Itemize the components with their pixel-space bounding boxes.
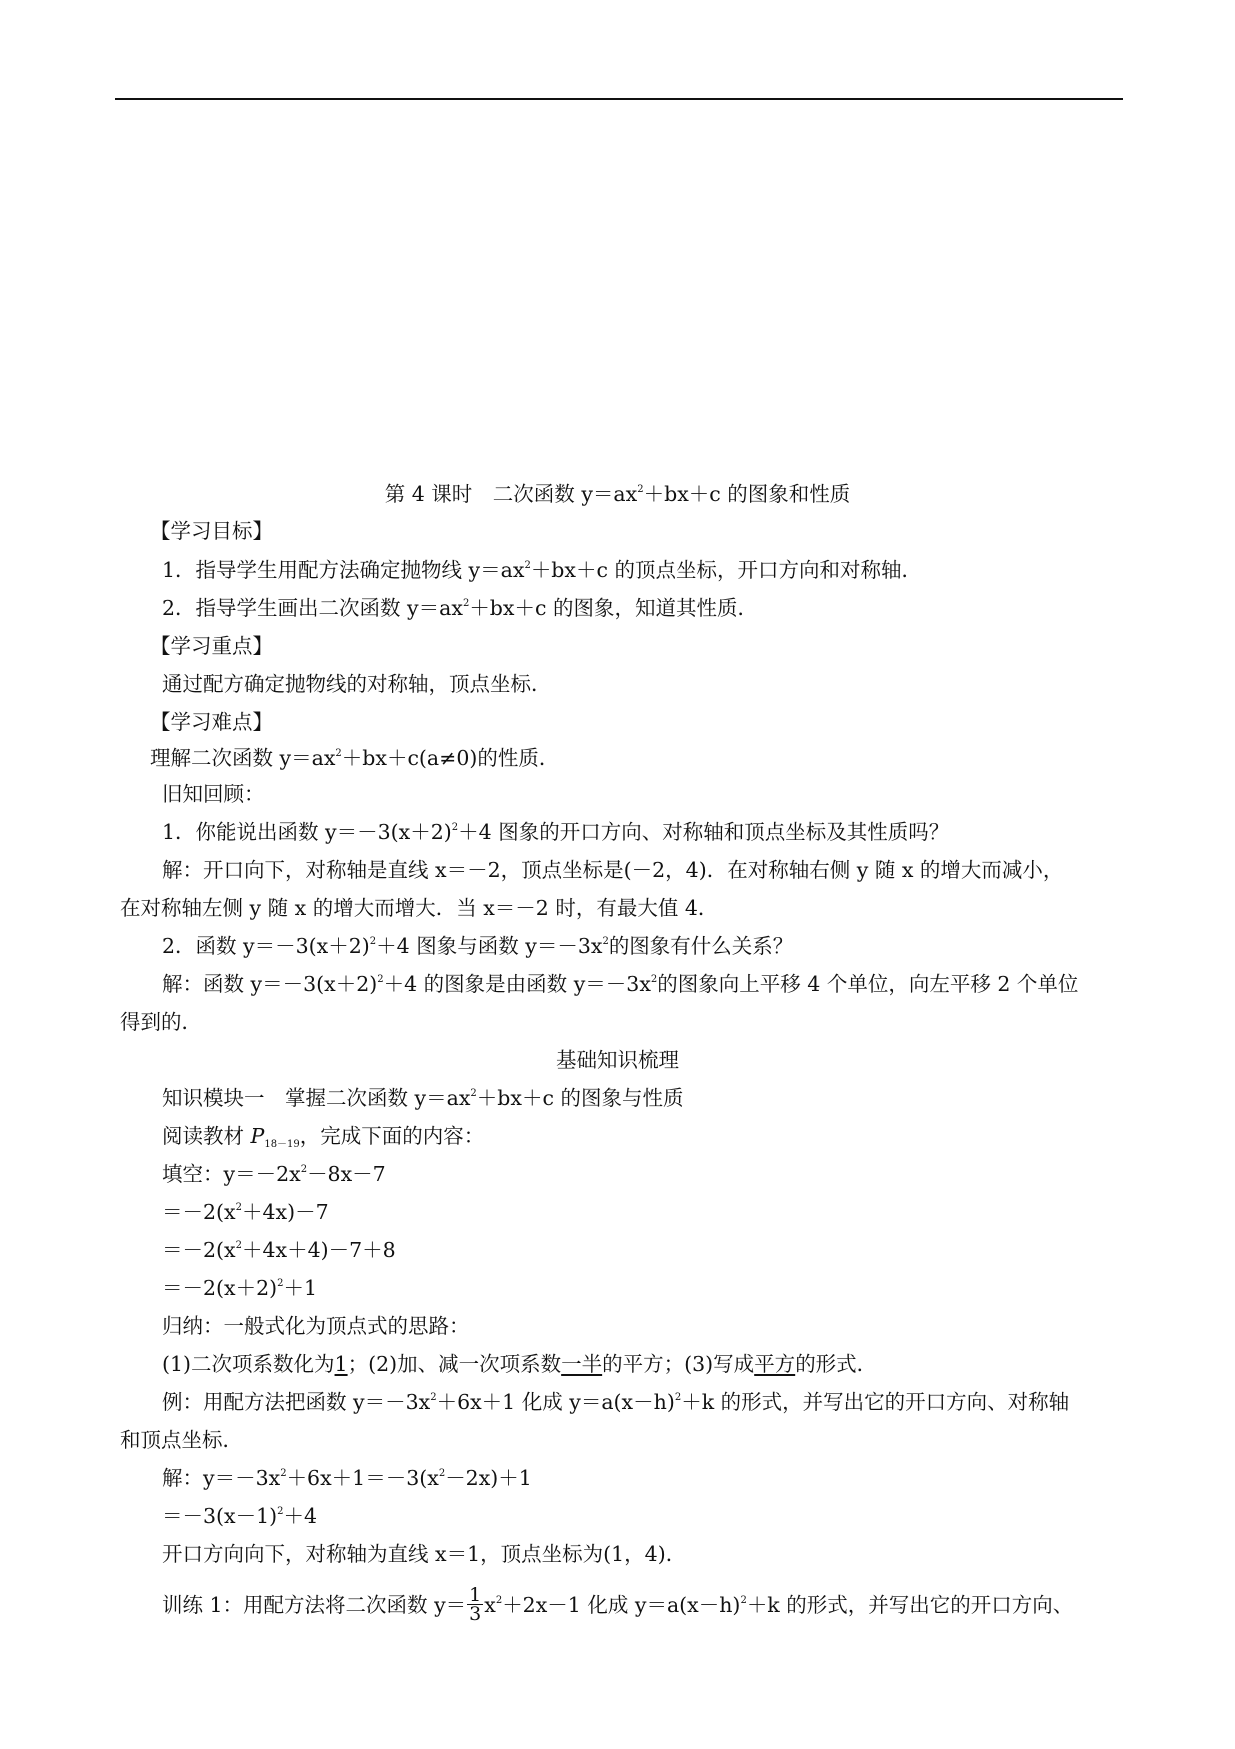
fill-line: 填空：$y=-2x^2-8x-7$	[162, 1162, 386, 1186]
summary-rule: (1)二次项系数化为1；(2)加、减一次项系数一半的平方；(3)写成平方的形式．	[162, 1352, 878, 1376]
fraction-one-third: $\frac{1}{3}$	[469, 1584, 482, 1625]
fill-step-2: $=-2(x^2+4x+4)-7+8$	[162, 1238, 396, 1262]
goal-1: 1．指导学生用配方法确定抛物线 $y=ax^2+bx+c$ 的顶点坐标，开口方向和对称轴．	[162, 558, 922, 582]
solution-line-1: 解：$y=-3x^2+6x+1=-3(x^2-2x)+1$	[162, 1466, 532, 1490]
review-answer-2-line2: 得到的．	[120, 1010, 202, 1034]
key-heading: 【学习重点】	[150, 634, 273, 658]
fill-step-1: $=-2(x^2+4x)-7$	[162, 1200, 329, 1224]
blank-answer-3: 平方	[754, 1352, 796, 1376]
difficulty-heading: 【学习难点】	[150, 710, 273, 734]
review-answer-1-line2: 在对称轴左侧 y 随 x 的增大而增大．当 x＝－2 时，有最大值 4．	[120, 896, 719, 920]
review-heading: 旧知回顾：	[162, 782, 265, 806]
difficulty-text: 理解二次函数 $y=ax^2+bx+c(a\ne 0)$的性质．	[150, 746, 560, 770]
review-question-1: 1．你能说出函数 $y=-3(x+2)^2+4$ 图象的开口方向、对称轴和顶点坐标及其性质吗？	[162, 820, 950, 844]
reading-instruction: 阅读教材 $P_{18-19}$，完成下面的内容：	[162, 1124, 485, 1150]
example-line-1: 例：用配方法把函数 $y=-3x^2+6x+1$ 化成 $y=a(x-h)^2+k$ 的形式，并写出它的开口方向、对称轴	[162, 1390, 1070, 1414]
header-rule	[115, 98, 1123, 100]
review-answer-2-line1: 解：函数 $y=-3(x+2)^2+4$ 的图象是由函数 $y=-3x^2$的图象向上平移 4 个单位，向左平移 2 个单位	[162, 972, 1079, 996]
solution-line-2: $=-3(x-1)^2+4$	[162, 1504, 318, 1528]
solution-line-3: 开口方向向下，对称轴为直线 x＝1，顶点坐标为(1，4)．	[162, 1542, 687, 1566]
section-title: 基础知识梳理	[556, 1048, 679, 1072]
goal-2: 2．指导学生画出二次函数 $y=ax^2+bx+c$ 的图象，知道其性质．	[162, 596, 758, 620]
review-answer-1-line1: 解：开口向下，对称轴是直线 x＝－2，顶点坐标是(－2，4)．在对称轴右侧 y 随 x 的增大而减小，	[162, 858, 1064, 882]
fill-step-3: $=-2(x+2)^2+1$	[162, 1276, 318, 1300]
module-title: 知识模块一 掌握二次函数 $y=ax^2+bx+c$ 的图象与性质	[162, 1086, 684, 1110]
review-question-2: 2．函数 $y=-3(x+2)^2+4$ 图象与函数 $y=-3x^2$的图象有什么关系？	[162, 934, 794, 958]
blank-answer-1: 1	[334, 1352, 348, 1376]
goals-heading: 【学习目标】	[150, 519, 273, 543]
training-1: 训练 1：用配方法将二次函数 y＝ $\frac{1}{3}$ $x^2+2x-1$ 化成 $y=a(x-h)^2+k$ 的形式，并写出它的开口方向、	[162, 1584, 1074, 1625]
example-line-2: 和顶点坐标．	[120, 1428, 243, 1452]
page-title: 第 4 课时 二次函数 $y=ax^2+bx+c$ 的图象和性质	[384, 482, 851, 506]
blank-answer-2: 一半	[561, 1352, 603, 1376]
summary-heading: 归纳：一般式化为顶点式的思路：	[162, 1314, 470, 1338]
key-text: 通过配方确定抛物线的对称轴，顶点坐标．	[162, 672, 552, 696]
